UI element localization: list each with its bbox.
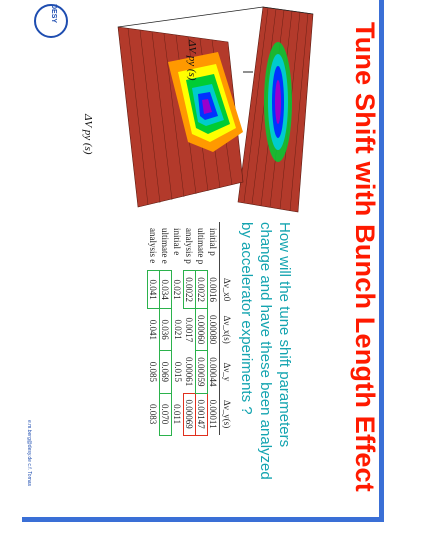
table-cell: 0.0017 <box>184 317 195 343</box>
table-row <box>172 222 184 435</box>
table-header: Δν_x0 <box>220 271 235 309</box>
table-cell: 0.069 <box>160 351 172 393</box>
question-line-3: by accelerator experiments ? <box>238 222 255 415</box>
question-line-2: change and have these been analyzed <box>257 222 274 480</box>
table-header: Δν_x(s) <box>220 309 235 351</box>
table-cell: 0.070 <box>160 393 172 435</box>
plot-label-top: ΔV py (s) <box>186 40 198 81</box>
table-row <box>160 222 172 435</box>
table-cell: 0.00080 <box>208 315 219 345</box>
table-cell: 0.00011 <box>208 399 219 429</box>
table-cell: 0.00044 <box>208 357 219 387</box>
table-cell: 0.00059 <box>196 351 208 393</box>
table-cell: 0.00069 <box>184 393 196 435</box>
table-row <box>208 222 220 435</box>
table-header: Δν_y <box>220 351 235 393</box>
row-label: analysis p <box>184 228 195 264</box>
desy-logo <box>34 4 68 38</box>
table-cell: 0.036 <box>160 309 172 351</box>
table-row <box>196 222 208 435</box>
table-cell: 0.0022 <box>196 271 208 309</box>
row-label: analysis e <box>148 228 159 264</box>
table-cell: 0.00147 <box>196 393 208 435</box>
contour-band <box>275 80 281 124</box>
table-cell: 0.0022 <box>184 271 196 309</box>
plot-label-bottom: ΔV py (s) <box>82 114 94 155</box>
row-label: initial e <box>172 228 183 256</box>
table-cell: 0.015 <box>172 361 183 382</box>
footer-credit: e.m.berg@desy.de c.f. Tomas <box>26 420 32 487</box>
table-row <box>184 222 196 435</box>
slide-frame <box>22 0 384 522</box>
table-cell: 0.041 <box>148 319 159 340</box>
table-cell: 0.034 <box>160 271 172 309</box>
question-line-1: How will the tune shift parameters <box>276 222 293 448</box>
tune-shift-surface-plot <box>68 2 318 217</box>
table-cell: 0.011 <box>172 404 183 425</box>
table-cell: 0.0016 <box>208 277 219 302</box>
table-cell: 0.041 <box>148 271 160 309</box>
logo-text: DESY <box>50 3 58 24</box>
table-cell: 0.00061 <box>184 357 195 387</box>
table-header <box>220 222 235 271</box>
row-label: ultimate e <box>160 228 171 264</box>
row-label: initial p <box>208 228 219 256</box>
slide-title: Tune Shift with Bunch Length Effect <box>350 22 380 492</box>
table-cell: 0.021 <box>172 319 183 340</box>
tune-shift-table <box>147 222 234 436</box>
table-cell: 0.085 <box>148 361 159 382</box>
question-text <box>237 222 294 480</box>
table-cell: 0.021 <box>172 279 183 300</box>
table-header: Δν_y(s) <box>220 393 235 435</box>
table-header-row <box>220 222 235 435</box>
row-label: ultimate p <box>196 228 207 265</box>
table-row <box>148 222 160 435</box>
table-cell: 0.00060 <box>196 309 208 351</box>
table-cell: 0.083 <box>148 404 159 425</box>
tune-shift-table-wrapper <box>147 222 234 436</box>
